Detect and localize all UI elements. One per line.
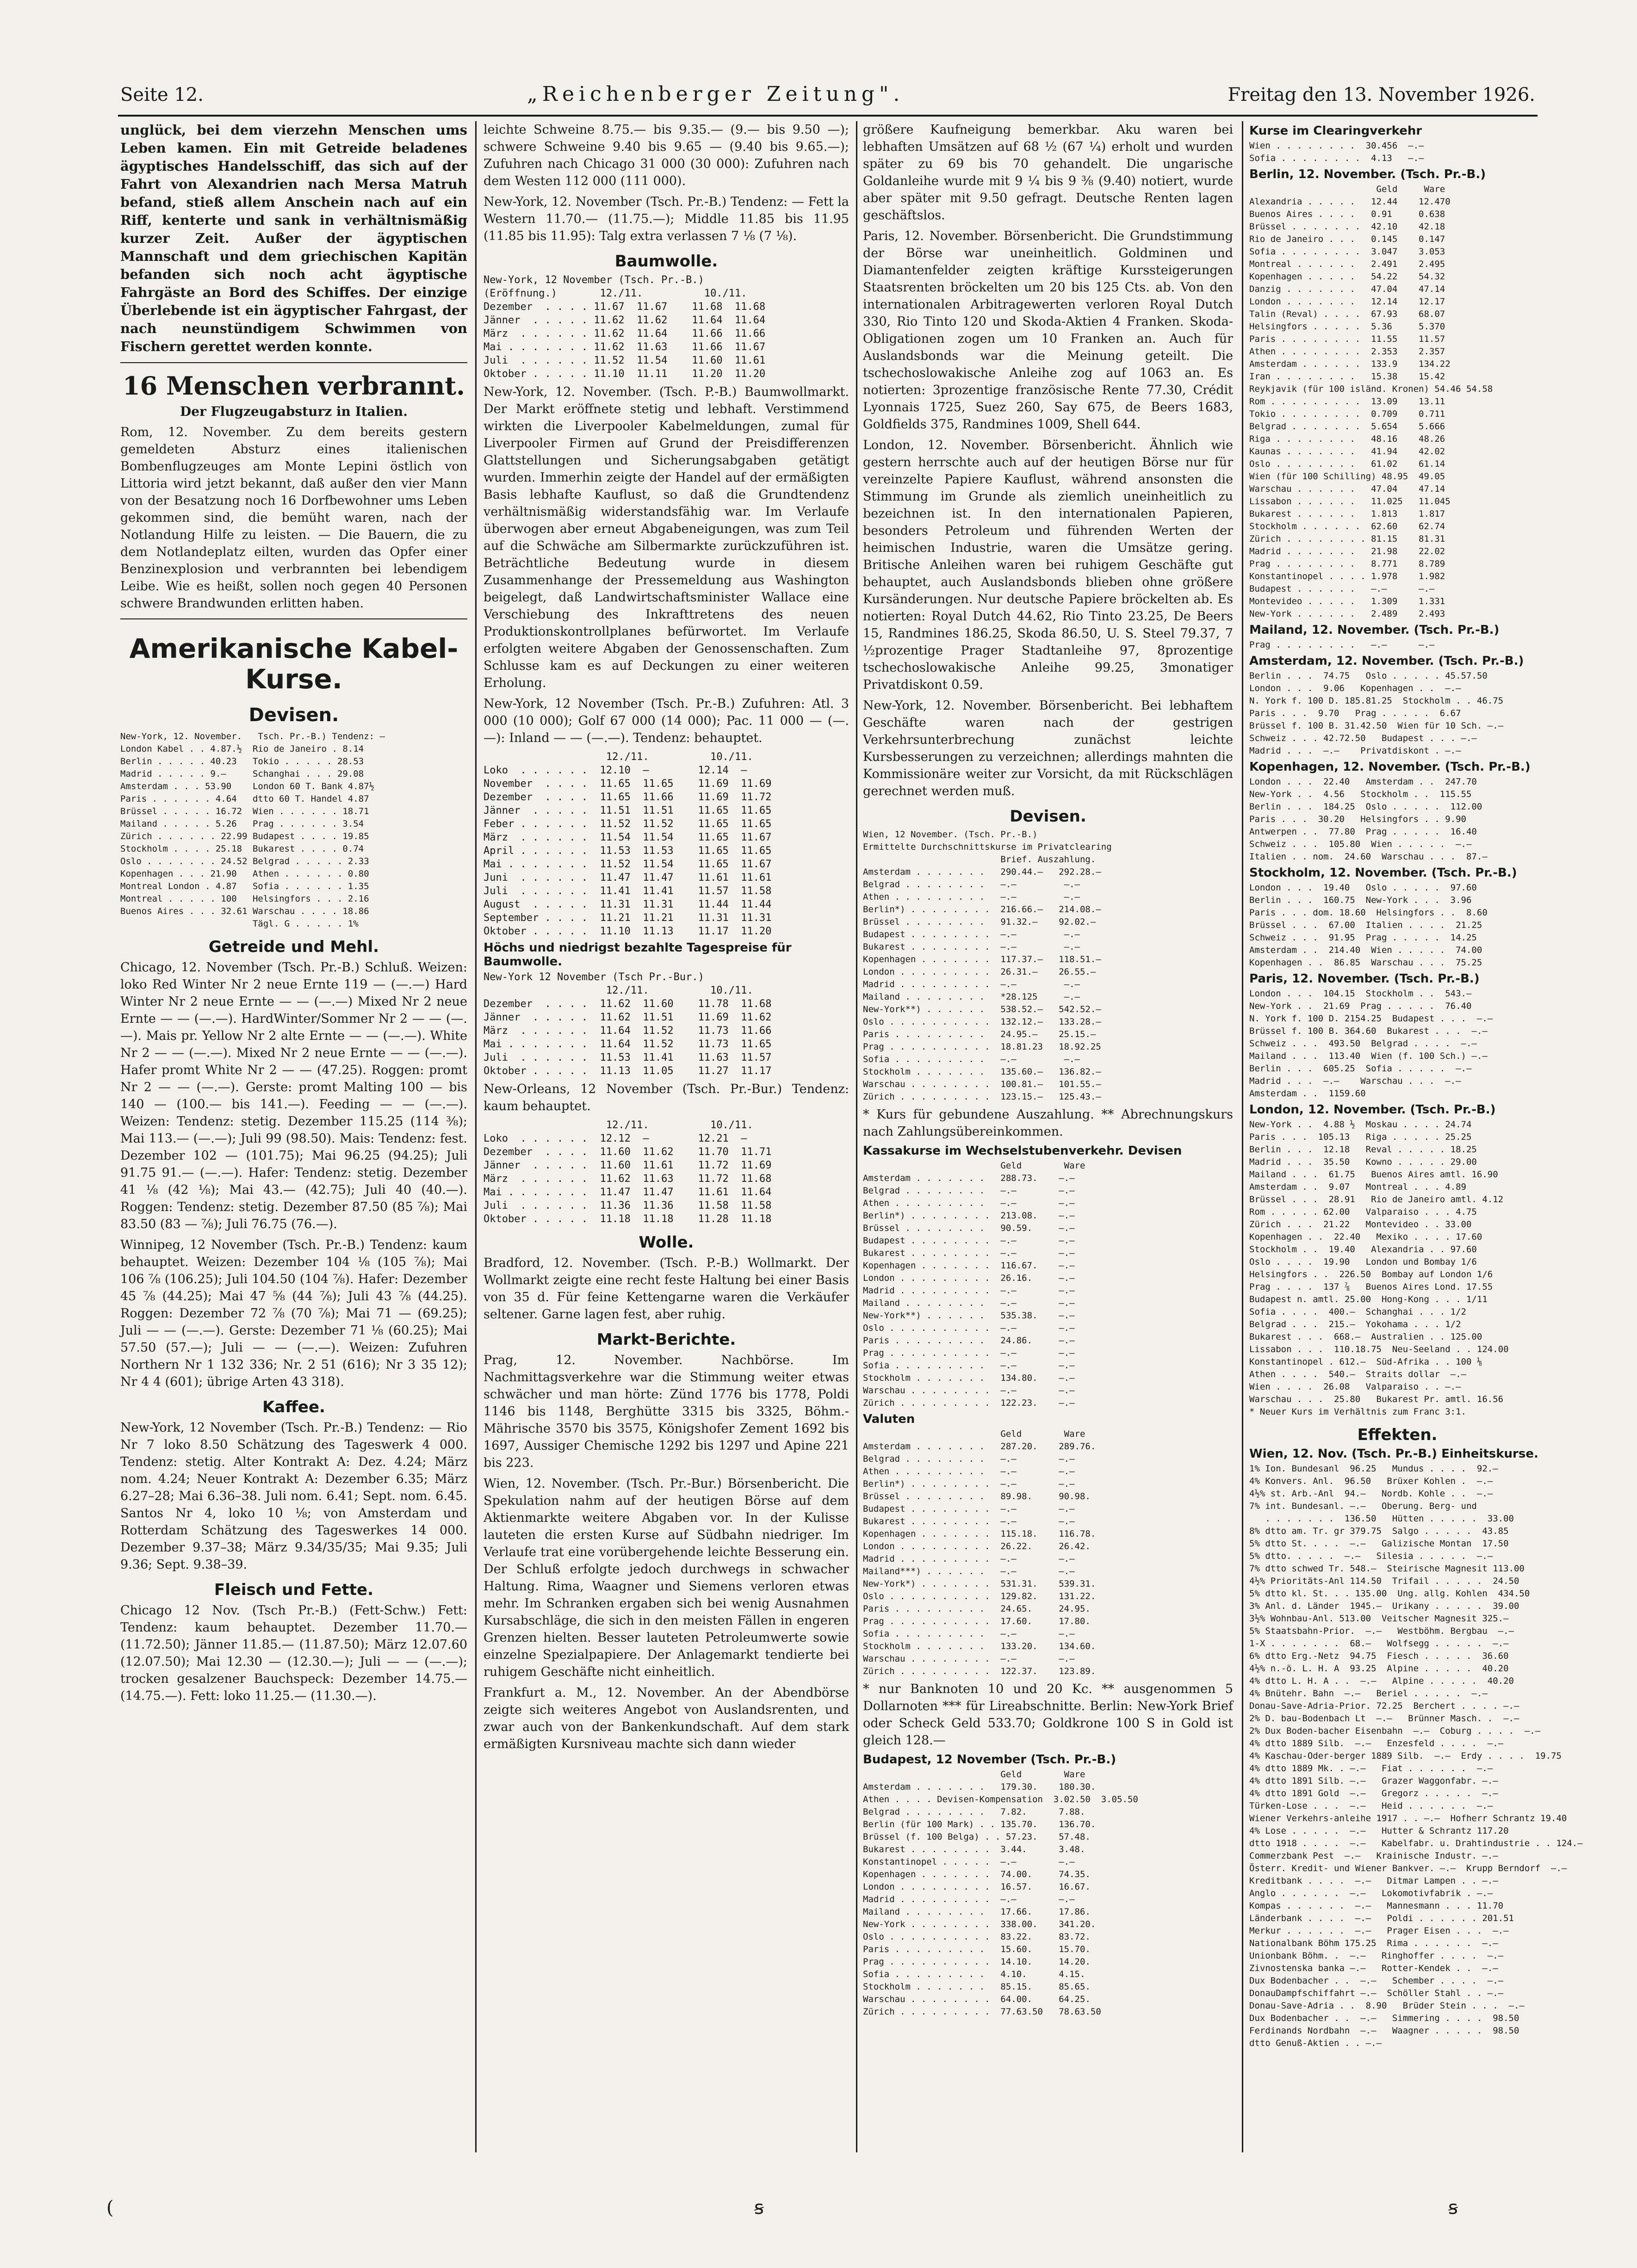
budapest-heading: Budapest, 12 November (Tsch. Pr.-B.): [863, 1753, 1116, 1767]
column-1: [120, 121, 467, 2152]
cotton-market-report: New-York, 12. November. (Tsch. P.-B.) Baumwollmarkt. Der Markt eröffnete stetig und lebhaft. Verstimmend wirkten die Liverpooler Kabelmeldungen, zumal für Liverpooler Firmen auf Grund der Preisdifferenzen Glattstellungen und Sicherungsabgaben getätigt wurden. Immerhin zeigte der Handel auf der ermäßigten Basis lebhafte Kauflust, so daß die Grundtendenz verhältnismäßig widerstandsfähig war. Im Verlaufe überwogen aber erneut Abgabeneigungen, was zum Teil auf die Schwäche am Silbermarkte zurückzuführen ist. Beträchtliche Bedeutung wurde in diesem Zusammenhange der Pressemeldung aus Washington beigelegt, daß Landwirtschaftsminister Wallace eine Verschiebung des Inkrafttretens des neuen Produktionskontrollplanes befürwortet. Im Verlaufe erfolgten weitere Abgaben der Genossenschaften. Zum Schlusse kam es auf Deckungen zu einer weiteren Erholung.: [484, 385, 849, 690]
vienna-cash-heading: Kassakurse im Wechselstubenverkehr. Devisen: [863, 1144, 1182, 1158]
valuten-notes: * nur Banknoten 10 und 20 Kc. ** ausgenommen 5 Dollarnoten *** für Lireabschnitte. Berlin: New-York Brief oder Scheck Geld 533.70; Goldkrone 100 S in Gold ist gleich 128.—: [863, 1682, 1233, 1748]
story-body: Rom, 12. November. Zu dem bereits gestern gemeldeten Absturz eines italienischen Bombenflugzeuges am Monte Lepini östlich von Littoria wird jetzt bekannt, daß außer den vier Mann von der Besatzung noch 16 Dorfbewohner ums Leben gekommen sind, die bemüht waren, nach der Notlandung Hilfe zu leisten. — Die Bauern, die zu dem Notlandeplatz eilten, wurden das Opfer einer Benzinexplosion und verbrannten bei lebendigem Leibe. Wie es heißt, sollen noch gegen 40 Personen schwere Brandwunden erlitten haben.: [120, 425, 467, 611]
devisen-heading: Devisen.: [1010, 807, 1086, 826]
cotton-heading: Baumwolle.: [614, 252, 718, 271]
column-4: [1249, 121, 1583, 2152]
separator: [120, 618, 467, 619]
valuten-heading: Valuten: [863, 1412, 915, 1426]
column-2: [484, 121, 849, 2152]
amsterdam-table: Berlin . . . 74.75 Oslo . . . . . 45.57.50 London . . . 9.06 Kopenhagen . . —.— N. York f. 100 D. 185.81.25 Stockholm . . 46.75 Paris . . . 9.70 Prag . . . . . 6.67 Brüssel f. 100 B. 31.42.50 Wien für 10 Sch. —.— Schweiz . . . 42.72.50 Budapest . . . —.— Madrid . . . —.— Privatdiskont . —.—: [1249, 671, 1504, 756]
vienna-notes: * Kurs für gebundene Auszahlung. ** Abrechnungskurs nach Zahlungsübereinkommen.: [863, 1107, 1233, 1139]
footer-mark-right: ꞩ: [1448, 2197, 1458, 2219]
cotton-high-low-table: New-York 12 November (Tsch Pr.-Bur.) 12./11. 10./11. Dezember . . . . 11.62 11.60 11.78 11.68 Jänner . . . . . 11.62 11.51 11.69 11.62 März . . . . . . 11.64 11.52 11.73 11.66 Mai . . . . . . . 11.64 11.52 11.73 11.65 Juli . . . . . . 11.53 11.41 11.63 11.57 Oktober . . . . . 11.13 11.05 11.27 11.17: [484, 971, 772, 1077]
prague-report: Prag, 12. November. Nachbörse. Im Nachmittagsverkehre war die Stimmung weiter etwas schwächer und man hörte: Zünd 1776 bis 1778, Poldi 1146 bis 1148, Berghütte 3315 bis 3325, Böhm.-Mährische 3570 bis 3575, Königshofer Zement 1692 bis 1697, Aussiger Chemische 1292 bis 1297 und Apine 221 bis 223.: [484, 1353, 849, 1470]
shipwreck-article: unglück, bei dem vierzehn Menschen ums Leben kamen. Ein mit Getreide beladenes ägyptisches Handelsschiff, das sich auf der Fahrt von Alexandrien nach Mersa Matruh befand, stieß allem Anschein nach auf ein Riff, kenterte und sank in verhältnismäßig kurzer Zeit. Außer der ägyptischen Mannschaft und dem griechischen Kapitän befanden sich noch acht ägyptische Fahrgäste an Bord des Schiffes. Der einzige Überlebende ist ein ägyptischer Fahrgast, der nach neunstündigem Schwimmen von Fischern gerettet werden konnte.: [120, 122, 467, 354]
header-rule: [118, 115, 1538, 117]
coffee-report: New-York, 12 November (Tsch. Pr.-B.) Tendenz: — Rio Nr 7 loko 8.50 Schätzung des Tageswerk 4 000. Tendenz: stetig. Alter Kontrakt A: Dez. 4.24; März nom. 4.24; Neuer Kontrakt A: Dezember 6.35; März 6.27–28; Mai 6.36–38. Juli nom. 6.41; Sept. nom. 6.45. Santos Nr 4, loko 10 ⅛; von Amsterdam und Rotterdam Schätzung des Tageswerkes 14 000. Dezember 9.37–38; März 9.34/35/35; Mai 9.35; Juli 9.36; Sept. 9.38–39.: [120, 1421, 467, 1572]
new-orleans-intro: New-Orleans, 12 November (Tsch. Pr.-Bur.) Tendenz: kaum behauptet.: [484, 1082, 849, 1113]
column-3: [863, 121, 1233, 2152]
valuten-table: Geld Ware Amsterdam . . . . . . . 287.20. 289.76. Belgrad . . . . . . . . —.— —.— Athen . . . . . . . . . —.— —.— Berlin*) . . . . . . . . —.— —.— Brüssel . . . . . . . . 89.98. 90.98. Budapest . . . . . . . . —.— —.— Bukarest . . . . . . . . —.— —.— Kopenhagen . . . . . . . 115.18. 116.78. London . . . . . . . . . 26.22. 26.42. Madrid . . . . . . . . . —.— —.— Mailand***) . . . . . . —.— —.— New-York*) . . . . . . . 531.31. 539.31. Oslo . . . . . . . . . . 129.82. 131.22. Paris . . . . . . . . . 24.65. 24.95. Prag . . . . . . . . . . 17.60. 17.80. Sofia . . . . . . . . . —.— —.— Stockholm . . . . . . . 133.20. 134.60. Warschau . . . . . . . . —.— —.— Zürich . . . . . . . . . 122.37. 123.89.: [863, 1429, 1096, 1676]
coffee-heading: Kaffee.: [262, 1398, 325, 1416]
page-header: [120, 82, 1535, 110]
ny-exchange-table: New-York, 12. November. Tsch. Pr.-B.) Tendenz: — London Kabel . . 4.87.½ Rio de Janeiro . 8.14 Berlin . . . . . 40.23 Tokio . . . . . 28.53 Madrid . . . . . 9.— Schanghai . . . 29.08 Amsterdam . . . 53.90 London 60 T. Bank 4.87½ Paris . . . . . . 4.64 dtto 60 T. Handel 4.87 Brüssel . . . . . 16.72 Wien . . . . . . 18.71 Mailand . . . . . 5.26 Prag . . . . . . 3.54 Zürich . . . . . . 22.99 Budapest . . . . 19.85 Stockholm . . . . 25.18 Bukarest . . . . 0.74 Oslo . . . . . . . 24.52 Belgrad . . . . . 2.33 Kopenhagen . . . 21.90 Athen . . . . . . 0.80 Montreal London . 4.87 Sofia . . . . . . 1.35 Montreal . . . . . 100 Helsingfors . . . 2.16 Buenos Aires . . . 32.61 Warschau . . . . 18.86 Tägl. G . . . . . 1%: [120, 731, 385, 929]
frankfurt-continued: größere Kaufneigung bemerkbar. Aku waren bei lebhaften Umsätzen auf 68 ½ (67 ¼) erholt und wurden später zu 69 bis 70 gehandelt. Die ungarische Goldanleihe wurde mit 9 ¼ bis 9 ⅜ (9.40) notiert, wurde aber später mit 9.50 gefragt. Deutsche Renten lagen geschäftslos.: [863, 123, 1233, 222]
column-divider-2: [856, 121, 857, 2152]
vienna-cash-table: Geld Ware Amsterdam . . . . . . . 288.73. —.— Belgrad . . . . . . . . —.— —.— Athen . . . . . . . . . —.— —.— Berlin*) . . . . . . . . 213.08. —.— Brüssel . . . . . . . . 90.59. —.— Budapest . . . . . . . . —.— —.— Bukarest . . . . . . . . —.— —.— Kopenhagen . . . . . . . 116.67. —.— London . . . . . . . . . 26.16. —.— Madrid . . . . . . . . . —.— —.— Mailand . . . . . . . . —.— —.— New-York**) . . . . . . 535.38. —.— Oslo . . . . . . . . . . —.— —.— Paris . . . . . . . . . 24.86. —.— Prag . . . . . . . . . . —.— —.— Sofia . . . . . . . . . —.— —.— Stockholm . . . . . . . 134.80. —.— Warschau . . . . . . . . —.— —.— Zürich . . . . . . . . . 122.23. —.—: [863, 1161, 1085, 1408]
new-orleans-table: 12./11. 10./11. Loko . . . . . . 12.12 — 12.21 — Dezember . . . . 11.60 11.62 11.70 11.71 Jänner . . . . . 11.60 11.61 11.72 11.69 März . . . . . . 11.62 11.63 11.72 11.68 Mai . . . . . . . 11.47 11.47 11.61 11.64 Juli . . . . . . 11.36 11.36 11.58 11.58 Oktober . . . . . 11.18 11.18 11.28 11.18: [484, 1119, 772, 1225]
market-reports-heading: Markt-Berichte.: [596, 1330, 736, 1349]
london-heading: London, 12. November. (Tsch. Pr.-B.): [1249, 1103, 1496, 1117]
copenhagen-heading: Kopenhagen, 12. November. (Tsch. Pr.-B.): [1249, 760, 1531, 774]
cotton-closing-table: 12./11. 10./11. Loko . . . . . . 12.10 — 12.14 — November . . . . 11.65 11.65 11.69 11.69 Dezember . . . . 11.65 11.66 11.69 11.72 Jänner . . . . . 11.51 11.51 11.65 11.65 Feber . . . . . . 11.52 11.52 11.65 11.65 März . . . . . . 11.54 11.54 11.65 11.67 April . . . . . . 11.53 11.53 11.65 11.65 Mai . . . . . . . 11.52 11.54 11.65 11.67 Juni . . . . . . 11.47 11.47 11.61 11.61 Juli . . . . . . 11.41 11.41 11.57 11.58 August . . . . . 11.31 11.31 11.44 11.44 September . . . . 11.21 11.21 11.31 11.31 Oktober . . . . . 11.10 11.13 11.17 11.20: [484, 751, 772, 937]
securities-intro: Wien, 12. Nov. (Tsch. Pr.-B.) Einheitskurse.: [1249, 1447, 1538, 1461]
column-divider-1: [475, 121, 477, 2152]
cotton-opening-table: New-York, 12 November (Tsch. Pr.-B.) (Eröffnung.) 12./11. 10./11. Dezember . . . . 11.67 11.67 11.68 11.68 Jänner . . . . . 11.62 11.62 11.64 11.64 März . . . . . . 11.62 11.64 11.66 11.66 Mai . . . . . . . 11.62 11.63 11.66 11.67 Juli . . . . . . 11.52 11.54 11.60 11.61 Oktober . . . . . 11.10 11.11 11.20 11.20: [484, 274, 766, 380]
amsterdam-heading: Amsterdam, 12. November. (Tsch. Pr.-B.): [1249, 654, 1524, 668]
frankfurt-report: Frankfurt a. M., 12. November. An der Abendbörse zeigte sich weiteres Angebot von Auslandsrenten, und zwar auch von der Bankenkundschaft. Auf dem stark ermäßigten Kursniveau machte sich dann wieder: [484, 1686, 849, 1751]
clearing-table: Wien . . . . . . . . 30.456 —.— Sofia . . . . . . . . 4.13 —.—: [1249, 141, 1424, 163]
footer-mark-left: (: [106, 2197, 114, 2219]
newspaper-title: „Reichenberger Zeitung".: [527, 82, 905, 106]
securities-heading: Effekten.: [1357, 1426, 1438, 1444]
chicago-grain-report: Chicago, 12. November (Tsch. Pr.-B.) Schluß. Weizen: loko Red Winter Nr 2 neue Ernte 119 — (—.—) Hard Winter Nr 2 neue Ernte — — (—.—) Mixed Nr 2 neue Ernte — — (—.—). HardWinter/Sommer Nr 2 — — (—.—). Mais pr. Yellow Nr 2 alte Ernte — — (—.—). White Nr 2 — — (—.—). Mixed Nr 2 neue Ernte — — (—.—). Hafer promt White Nr 2 — — (47.25). Roggen: promt Nr 2 — — (—.—). Gerste: promt Malting 100 — bis 140 — (100.— bis 141.—). Feeding — — (—.—). Weizen: Tendenz: stetig. Dezember 115.25 (114 ⅜); Mai 113.— (—.—); Juli 99 (98.50). Mais: Tendenz: fest. Dezember 102 — (101.75); Mai 96.25 (94.25); Juli 91.75 91.— (—.—). Hafer: Tendenz: stetig. Dezember 41 ⅛ (42 ⅛); Mai 43.— (42.75); Juli 40 (40.—). Roggen: Tendenz: stetig. Dezember 87.50 (85 ⅞); Mai 83.50 (83 — ⅞); Juli 76.75 (76.—).: [120, 960, 467, 1231]
wool-heading: Wolle.: [639, 1233, 694, 1252]
grain-heading: Getreide und Mehl.: [208, 938, 379, 956]
stockholm-heading: Stockholm, 12. November. (Tsch. Pr.-B.): [1249, 866, 1517, 880]
newyork-report: New-York, 12. November. Börsenbericht. Bei lebhaftem Geschäfte waren nach der gestrigen Verkehrsunterbrechung zunächst leichte Kursbesserungen zu verzeichnen; allerdings mahnten die Kommissionäre weiter zur Vorsicht, da mit Rückschlägen gerechnet werden muß.: [863, 698, 1233, 798]
story-subheadline: Der Flugzeugabsturz in Italien.: [180, 404, 408, 419]
clearing-heading: Kurse im Clearingverkehr: [1249, 124, 1422, 138]
cable-rates-heading: Amerikanische Kabel-Kurse.: [129, 633, 459, 695]
meat-fats-report: Chicago 12 Nov. (Tsch Pr.-B.) (Fett-Schw.) Fett: Tendenz: kaum behauptet. Dezember 11.70.— (11.72.50); Jänner 11.85.— (11.87.50); März 12.07.60 (12.07.50); Mai 12.30 — (12.30.—); Juli — — (—.—); trocken gesalzener Bauchspeck: Dezember 14.75.— (14.75.—). Fett: loko 11.25.— (11.30.—).: [120, 1603, 467, 1703]
foreign-exchange-heading: Devisen.: [248, 705, 339, 726]
meat-fats-heading: Fleisch und Fette.: [214, 1581, 373, 1599]
milan-heading: Mailand, 12. November. (Tsch. Pr.-B.): [1249, 623, 1500, 637]
berlin-heading: Berlin, 12. November. (Tsch. Pr.-B.): [1249, 167, 1486, 181]
copenhagen-table: London . . . 22.40 Amsterdam . . 247.70 New-York . . 4.56 Stockholm . . 115.55 Berlin . . . 184.25 Oslo . . . . . 112.00 Paris . . . 30.20 Helsingfors . . 9.90 Antwerpen . . 77.80 Prag . . . . . 16.40 Schweiz . . . 105.80 Wien . . . . . —.— Italien . . nom. 24.60 Warschau . . . 87.—: [1249, 777, 1488, 862]
issue-date: Freitag den 13. November 1926.: [1228, 84, 1535, 105]
cotton-high-low-heading: Höchs und niedrigst bezahlte Tagespreise für Baumwolle.: [484, 941, 792, 969]
milan-table: Prag . . . . . . . . —.— —.—: [1249, 640, 1435, 650]
budapest-table: Geld Ware Amsterdam . . . . . . . 179.30. 180.30. Athen . . . . Devisen-Kompensation 3.02.50 3.05.50 Belgrad . . . . . . . . 7.82. 7.88. Berlin (für 100 Mark) . . 135.70. 136.70. Brüssel (f. 100 Belga) . . 57.23. 57.48. Bukarest . . . . . . . . 3.44. 3.48. Konstantinopel . . . . . —.— —.— Kopenhagen . . . . . . . 74.00. 74.35. London . . . . . . . . . 16.57. 16.67. Madrid . . . . . . . . . —.— —.— Mailand . . . . . . . . 17.66. 17.86. New-York . . . . . . . . 338.00. 341.20. Oslo . . . . . . . . . . 83.22. 83.72. Paris . . . . . . . . . 15.60. 15.70. Prag . . . . . . . . . . 14.10. 14.20. Sofia . . . . . . . . . 4.10. 4.15. Stockholm . . . . . . . 85.15. 85.65. Warschau . . . . . . . . 64.00. 64.25. Zürich . . . . . . . . . 77.63.50 78.63.50: [863, 1769, 1138, 2017]
paris-heading: Paris, 12. November. (Tsch. Pr.-B.): [1249, 972, 1480, 986]
vienna-report: Wien, 12. November. (Tsch. Pr.-Bur.) Börsenbericht. Die Spekulation nahm auf der heutigen Börse auf dem Aktienmarkte weitere Abgaben vor. In der Kulisse lauteten die ersten Kurse auf Südbahn niedriger. Im Verlaufe trat eine vorübergehende leichte Besserung ein. Der Schluß erfolgte jedoch durchwegs in schwacher Haltung. Rima, Waagner und Siemens verloren etwas mehr. Im Schranken ergaben sich bei wenig Ausnahmen Kursabschläge, die sich in den meisten Fällen in engeren Grenzen hielten. Besser lauteten Petroleumwerte sowie einzelne Spezialpapiere. Der Anlagemarkt tendierte bei ruhigem Geschäfte nicht einheitlich.: [484, 1477, 849, 1679]
hog-report: leichte Schweine 8.75.— bis 9.35.— (9.— bis 9.50 —); schwere Schweine 9.40 bis 9.65 — (9.40 bis 9.65.—); Zufuhren nach Chicago 31 000 (30 000): Zufuhren nach dem Westen 112 000 (111 000).: [484, 123, 849, 188]
securities-table: 1% Ion. Bundesanl 96.25 Mundus . . . . 92.— 4% Konvers. Anl. 96.50 Brüxer Kohlen . —.— 4½% st. Arb.-Anl 94.— Nordb. Kohle . . —.— 7% int. Bundesanl. —.— Oberung. Berg- und . . . . . . . 136.50 Hütten . . . . . 33.00 8% dtto am. Tr. gr 379.75 Salgo . . . . . 43.85 5% dtto St. . . . —.— Galizische Montan 17.50 5% dtto. . . . . —.— Silesia . . . . . —.— 7% dtto schwed Tr. 548.— Steirische Magnesit 113.00 4½% Prioritäts-Anl 114.50 Trifail . . . . . 24.50 5% dtto kl. St. . . 135.00 Ung. allg. Kohlen 434.50 3% Anl. d. Länder 1945.— Urikany . . . . . 39.00 3½% Wohnbau-Anl. 513.00 Veitscher Magnesit 325.— 5% Staatsbahn-Prior. —.— Westböhm. Bergbau —.— 1-X . . . . . . . 68.— Wolfsegg . . . . . —.— 6% dtto Erg.-Netz 94.75 Fiesch . . . . . 36.60 4½% n.-ö. L. H. A 93.25 Alpine . . . . . 40.20 4% dtto L. H. A . . —.— Alpine . . . . . 40.20 4% Bnütehr. Bahn —.— Beriel . . . . . —.— Donau-Save-Adria-Prior. 72.25 Berchert . . . . —.— 2% D. bau-Bodenbach Lt —.— Brünner Masch. . —.— 2% Dux Boden-bacher Eisenbahn —.— Coburg . . . . —.— 4% dtto 1889 Silb. —.— Enzesfeld . . . . —.— 4% Kaschau-Oder-berger 1889 Silb. —.— Erdy . . . . 19.75 4% dtto 1889 Mk. . —.— Fiat . . . . . . —.— 4% dtto 1891 Silb. —.— Grazer Waggonfabr. —.— 4% dtto 1891 Gold —.— Gregorz . . . . . —.— Türken-Lose . . . —.— Heid . . . . . . —.— Wiener Verkehrs-anleihe 1917 . . —.— Hofherr Schrantz 19.40 4% Lose . . . . . —.— Hutter & Schrantz 117.20 dtto 1918 . . . . —.— Kabelfabr. u. Drahtindustrie . . 124.— Commerzbank Pest —.— Krainische Industr. —.— Österr. Kredit- und Wiener Bankver. —.— Krupp Berndorf —.— Kreditbank . . . . —.— Ditmar Lampen . . —.— Anglo . . . . . . —.— Lokomotivfabrik . —.— Kompas . . . . . . —.— Mannesmann . . . 11.70 Länderbank . . . . —.— Poldi . . . . . . 201.51 Merkur . . . . . . —.— Prager Eisen . . . —.— Nationalbank Böhm 175.25 Rima . . . . . . —.— Unionbank Böhm. . —.— Ringhoffer . . . . —.— Zivnostenska banka —.— Rotter-Kendek . . —.— Dux Bodenbacher . . —.— Schember . . . . —.— DonauDampfschiffahrt —.— Schöller Stahl . . —.— Donau-Save-Adria . . 8.90 Brüder Stein . . . —.— Dux Bodenbacher . . —.— Simmering . . . . 98.50 Ferdinands Nordbahn —.— Waagner . . . . . 98.50 dtto Genuß-Aktien . . —.—: [1249, 1464, 1583, 2048]
winnipeg-grain-report: Winnipeg, 12 November (Tsch. Pr.-B.) Tendenz: kaum behauptet. Weizen: Dezember 104 ⅛ (105 ⅞); Mai 106 ⅞ (106.25); Juli 104.50 (104 ⅞). Hafer: Dezember 45 ⅞ (44.25); Mai 47 ⅝ (44 ⅞); Juli 43 ⅞ (44.25). Roggen: Dezember 72 ⅞ (70 ⅞); Mai 71 — (69.25); Juli — — (—.—). Gerste: Dezember 71 ⅛ (60.25); Mai 57.50 (57.—); Juli — — (—.—). Weizen: Zufuhren Northern Nr 1 132 336; Nr. 2 51 (616); Nr 3 35 12); Nr 4 4 (601); übrige Arten 43 318).: [120, 1238, 467, 1389]
stockholm-table: London . . . 19.40 Oslo . . . . . 97.60 Berlin . . . 160.75 New-York . . . 3.96 Paris . . . dom. 18.60 Helsingfors . . 8.60 Brüssel . . . 67.00 Italien . . . . 21.25 Schweiz . . . 91.95 Prag . . . . . 14.25 Amsterdam . . 214.40 Wien . . . . . 74.00 Kopenhagen . . 86.85 Warschau . . . 75.25: [1249, 883, 1488, 968]
footer-mark-center: ꞩ: [754, 2197, 764, 2219]
cotton-receipts: New-York, 12 November (Tsch. Pr.-B.) Zufuhren: Atl. 3 000 (10 000); Golf 67 000 (14 000); Pac. 11 000 — (—.—): Inland — — (—.—). Tendenz: behauptet.: [484, 697, 849, 745]
column-divider-3: [1242, 121, 1243, 2152]
berlin-table: Geld Ware Alexandria . . . . . 12.44 12.470 Buenos Aires . . . . 0.91 0.638 Brüssel . . . . . . . 42.10 42.18 Rio de Janeiro . . . 0.145 0.147 Sofia . . . . . . . . 3.047 3.053 Montreal . . . . . . 2.491 2.495 Kopenhagen . . . . . 54.22 54.32 Danzig . . . . . . . 47.04 47.14 London . . . . . . . 12.14 12.17 Talin (Reval) . . . . 67.93 68.07 Helsingfors . . . . . 5.36 5.370 Paris . . . . . . . . 11.55 11.57 Athen . . . . . . . . 2.353 2.357 Amsterdam . . . . . . 133.9 134.22 Iran . . . . . . . . 15.38 15.42 Reykjavik (für 100 isländ. Kronen) 54.46 54.58 Rom . . . . . . . . . 13.09 13.11 Tokio . . . . . . . . 0.709 0.711 Belgrad . . . . . . . 5.654 5.666 Riga . . . . . . . . 48.16 48.26 Kaunas . . . . . . . 41.94 42.02 Oslo . . . . . . . . 61.02 61.14 Wien (für 100 Schilling) 48.95 49.05 Warschau . . . . . . 47.04 47.14 Lissabon . . . . . . 11.025 11.045 Bukarest . . . . . . 1.813 1.817 Stockholm . . . . . . 62.60 62.74 Zürich . . . . . . . . 81.15 81.31 Madrid . . . . . . . 21.98 22.02 Prag . . . . . . . . 8.771 8.789 Konstantinopel . . . . 1.978 1.982 Budapest . . . . . . —.— —.— Montevideo . . . . . 1.309 1.331 New-York . . . . . . 2.489 2.493: [1249, 184, 1493, 619]
story-headline: 16 Menschen verbrannt.: [123, 371, 465, 401]
page-number: Seite 12.: [120, 84, 204, 105]
ny-fat-report: New-York, 12. November (Tsch. Pr.-B.) Tendenz: — Fett la Western 11.70.— (11.75.—); Middle 11.85 bis 11.95 (11.85 bis 11.95): Talg extra verlassen 7 ⅛ (7 ⅛).: [484, 195, 849, 243]
wool-report: Bradford, 12. November. (Tsch. P.-B.) Wollmarkt. Der Wollmarkt zeigte eine recht feste Haltung bei einer Basis von 35 d. Für feine Kettengarne waren die Verkäufer seltener. Garne lagen fest, aber ruhig.: [484, 1256, 849, 1322]
separator: [120, 362, 467, 363]
london-report: London, 12. November. Börsenbericht. Ähnlich wie gestern herrschte auch auf der heutigen Börse nur für vereinzelte Papiere Kauflust, während ansonsten die Stimmung im Grunde als ziemlich uneinheitlich zu bezeichnen ist. In den internationalen Papieren, besonders Petroleum und führenden Werten der heimischen Industrie, waren die Umsätze gering. Britische Anleihen waren bei ruhigem Geschäfte gut behauptet, auch Auslandsbonds blieben ohne größere Kursänderungen. Nur deutsche Papiere bröckelten ab. Es notierten: Royal Dutch 44.62, Rio Tinto 23.25, De Beers 15, Randmines 186.25, Skoda 86.50, U. S. Steel 79.37, 7 ½prozentige Prager Stadtanleihe 97, 8prozentige tschechoslowakische Anleihe 99.25, 3monatiger Privatdiskont 0.59.: [863, 438, 1233, 692]
vienna-clearing-table: Wien, 12 November. (Tsch. Pr.-B.) Ermittelte Durchschnittskurse im Privatclearing Brief. Auszahlung. Amsterdam . . . . . . . 290.44.— 292.28.— Belgrad . . . . . . . . —.— —.— Athen . . . . . . . . . —.— —.— Berlin*) . . . . . . . . 216.66.— 214.08.— Brüssel . . . . . . . . 91.32.— 92.02.— Budapest . . . . . . . . —.— —.— Bukarest . . . . . . . . —.— —.— Kopenhagen . . . . . . . 117.37.— 118.51.— London . . . . . . . . . 26.31.— 26.55.— Madrid . . . . . . . . . —.— —.— Mailand . . . . . . . . *28.125 —.— New-York**) . . . . . . 538.52.— 542.52.— Oslo . . . . . . . . . . 132.12.— 133.28.— Paris . . . . . . . . . 24.95.— 25.15.— Prag . . . . . . . . . . 18.81.23 18.92.25 Sofia . . . . . . . . . —.— —.— Stockholm . . . . . . . 135.60.— 136.82.— Warschau . . . . . . . . 100.81.— 101.55.— Zürich . . . . . . . . . 123.15.— 125.43.—: [863, 829, 1112, 1102]
paris-table: London . . . 104.15 Stockholm . . 543.— New-York . . 21.69 Prag . . . . . 76.40 N. York f. 100 D. 2154.25 Budapest . . . —.— Brüssel f. 100 B. 364.60 Bukarest . . . —.— Schweiz . . . 493.50 Belgrad . . . . —.— Mailand . . . 113.40 Wien (f. 100 Sch.) —.— Berlin . . . 605.25 Sofia . . . . . —.— Madrid . . . —.— Warschau . . . —.— Amsterdam . . 1159.60: [1249, 989, 1493, 1099]
london-table: New-York . . 4.88 ½ Moskau . . . . 24.74 Paris . . . 105.13 Riga . . . . . 25.25 Berlin . . . 12.18 Reval . . . . . 18.25 Madrid . . . 35.50 Kowno . . . . . 29.00 Mailand . . . 61.75 Buenos Aires amtl. 16.90 Amsterdam . . 9.07 Montreal . . . 4.89 Brüssel . . . 28.91 Rio de Janeiro amtl. 4.12 Rom . . . . . 62.00 Valparaiso . . . 4.75 Zürich . . . 21.22 Montevideo . . 33.00 Kopenhagen . . 22.40 Mexiko . . . . 17.60 Stockholm . . 19.40 Alexandria . . 97.60 Oslo . . . . 19.90 London und Bombay 1/6 Helsingfors . . 226.50 Bombay auf London 1/6 Prag . . . . 137 ⅞ Buenos Aires Lond. 17.55 Budapest n. amtl. 25.00 Hong-Kong . . . 1/11 Sofia . . . . 400.— Schanghai . . . 1/2 Belgrad . . . 215.— Yokohama . . . 1/2 Bukarest . . . 668.— Australien . . 125.00 Lissabon . . . 110.18.75 Neu-Seeland . . 124.00 Konstantinopel . 612.— Süd-Afrika . . 100 ⅛ Athen . . . . 540.— Straits dollar —.— Wien . . . . 26.08 Valparaiso . . —.— Warschau . . . 25.80 Bukarest Pr. amtl. 16.56 * Neuer Kurs im Verhältnis zum Franc 3:1.: [1249, 1119, 1509, 1417]
paris-report: Paris, 12. November. Börsenbericht. Die Grundstimmung der Börse war uneinheitlich. Goldminen und Diamantenfelder zeigten kräftige Kurssteigerungen Staatsrenten bröckelten um 20 bis 125 Cts. ab. Von den internationalen Arbitragewerten verloren Royal Dutch 330, Rio Tinto 120 und Skoda-Aktien 4 Franken. Skoda-Obligationen zogen um 10 Franken an. Auch für Auslandsbonds war die Meinung geteilt. Die tschechoslowakische Anleihe zog auf 1063 an. Es notierten: 3prozentige französische Rente 77.30, Crédit Lyonnais 1725, Suez 260, Say 675, de Beers 1683, Goldfields 375, Randmines 1009, Shell 644.: [863, 229, 1233, 432]
